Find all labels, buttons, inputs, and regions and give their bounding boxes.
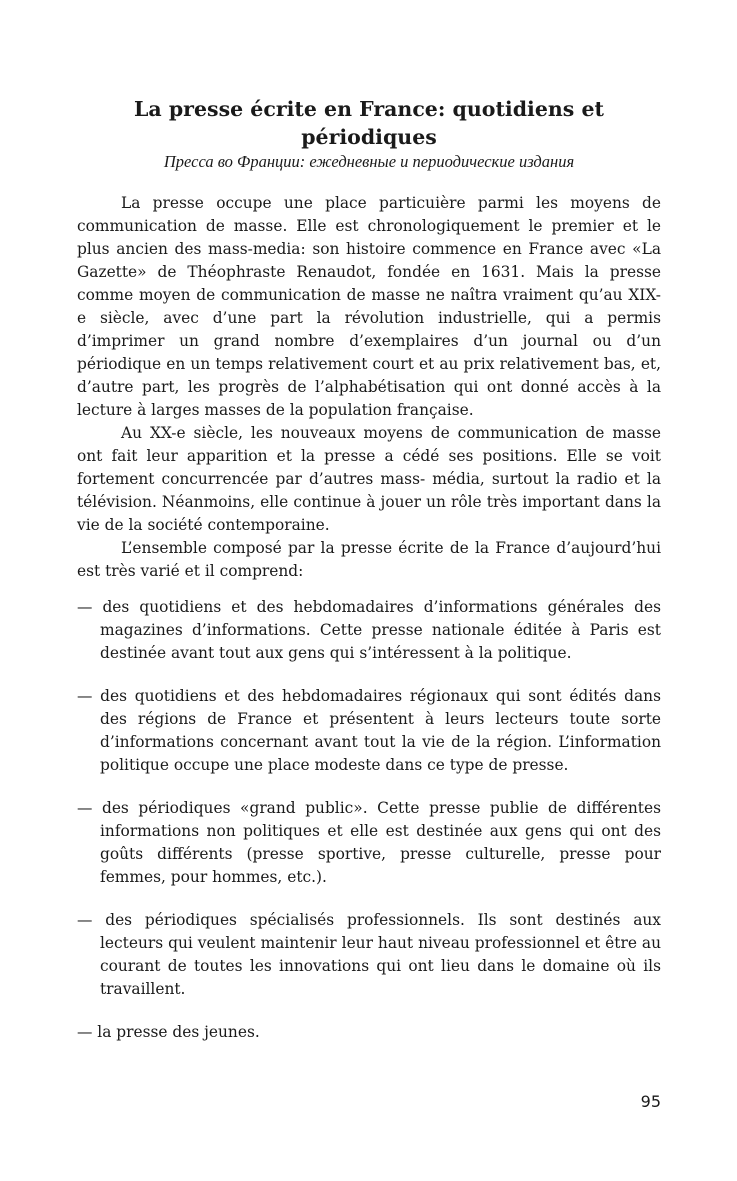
paragraph-history: La presse occupe une place particuière parmi les moyens de communication de masse. Elle est chronologiquement le premier et le plus ancien des mass-media: son histoire commence en France avec «La Gazette» de Théophraste Renaudot, fondée en 1631. Mais la presse comme moyen de communication de masse ne naîtra vraiment qu’au XIX-e siècle, avec d’une part la révolution industrielle, qui a permis d’imprimer un grand nombre d’exemplaires d’un journal ou d’un périodique en un temps relativement court et au prix relativement bas, et, d’autre part, les progrès de l’alphabétisation qui ont donné accès à la lecture à larges masses de la population française. [77, 194, 661, 419]
press-types-list [77, 596, 661, 1044]
paragraph-twentieth-century: Au XX-e siècle, les nouveaux moyens de communication de masse ont fait leur apparition et la presse a cédé ses positions. Elle se voit fortement concurrencée par d’autres mass- média, surtout la radio et la télévision. Néanmoins, elle continue à jouer un rôle très important dans la vie de la société contemporaine. [77, 424, 661, 534]
list-item: — des périodiques «grand public». Cette presse publie de différentes informations non politiques et elle est destinée aux gens qui ont des goûts différents (presse sportive, presse culturelle, presse pour femmes, pour hommes, etc.). [77, 799, 661, 886]
list-item: — la presse des jeunes. [77, 1023, 260, 1041]
list-item: — des quotidiens et des hebdomadaires d’informations générales des magazines d’informations. Cette presse nationale éditée à Paris est destinée avant tout aux gens qui s’intéressent à la politique. [77, 598, 661, 662]
document-body [77, 192, 661, 1044]
page-title: La presse écrite en France: quotidiens et périodiques [134, 97, 604, 149]
list-item: — des périodiques spécialisés professionnels. Ils sont destinés aux lecteurs qui veulent maintenir leur haut niveau professionnel et être au courant de toutes les innovations qui ont lieu dans le domaine où ils travaillent. [77, 911, 661, 998]
page-subtitle: Пресса во Франции: ежедневные и периодические издания [163, 152, 575, 171]
document-page [77, 95, 661, 1044]
page-number: 95 [640, 1092, 661, 1111]
paragraph-composition: L’ensemble composé par la presse écrite de la France d’aujourd’hui est très varié et il comprend: [77, 539, 661, 580]
list-item: — des quotidiens et des hebdomadaires régionaux qui sont édités dans des régions de France et présentent à leurs lecteurs toute sorte d’informations concernant avant tout la vie de la région. L’information politique occupe une place modeste dans ce type de presse. [77, 687, 661, 774]
